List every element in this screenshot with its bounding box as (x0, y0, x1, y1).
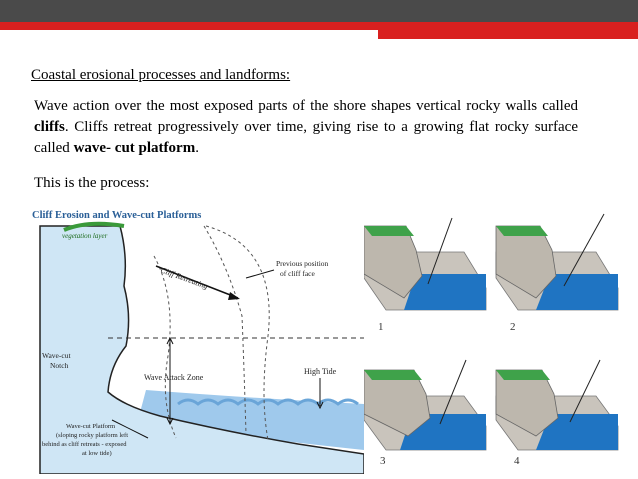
notch-label-2: Notch (50, 361, 69, 370)
stage-2-number: 2 (510, 321, 516, 333)
top-bar (0, 0, 638, 22)
para-text-1: Wave action over the most exposed parts of the shore shapes vertical rocky walls called (34, 98, 578, 114)
attack-zone-label: Wave Attack Zone (144, 373, 204, 382)
stage-1-block (364, 218, 486, 310)
platform-label-4: at low tide) (82, 450, 112, 457)
stage-1-number: 1 (378, 321, 384, 333)
stage-3-grass (364, 370, 422, 380)
diagram-title: Cliff Erosion and Wave-cut Platforms (32, 210, 202, 221)
slide-heading: Coastal erosional processes and landforms: (31, 67, 291, 83)
stage-2-grass (496, 226, 548, 236)
term-wave-cut-platform: wave- cut platform (73, 140, 196, 156)
accent-line (0, 22, 638, 30)
platform-label-3: behind as cliff retreats - exposed (42, 441, 127, 448)
cliff-stages-figure (364, 210, 624, 472)
previous-position-pointer (246, 270, 274, 278)
stage-4-number: 4 (514, 455, 520, 467)
accent-tab (378, 30, 638, 39)
para-text-2: . Cliffs retreat progressively over time, giving rise to a growing flat rocky surface called (34, 119, 578, 156)
stage-3-block (364, 360, 486, 450)
vegetation-label: vegetation layer (62, 232, 108, 240)
platform-label-2: (sloping rocky platform left (56, 432, 129, 439)
process-line: This is the process: (34, 175, 150, 191)
notch-label-1: Wave-cut (42, 351, 71, 360)
stage-4-block (496, 360, 618, 450)
slide-paragraph (34, 96, 578, 159)
previous-position-label-1: Previous position (276, 259, 329, 268)
stage-1-grass (364, 226, 414, 236)
platform-label-1: Wave-cut Platform (66, 423, 116, 430)
term-cliffs: cliffs (34, 119, 65, 135)
previous-position-label-2: of cliff face (280, 269, 315, 278)
stage-2-block (496, 214, 618, 310)
para-text-3: . (195, 140, 199, 156)
stage-3-number: 3 (380, 455, 386, 467)
cliff-retreating-label: Cliff Retreating (159, 265, 210, 291)
retreat-arrowhead (228, 292, 240, 300)
cliff-erosion-diagram (28, 206, 364, 474)
high-tide-label: High Tide (304, 367, 337, 376)
stage-4-grass (496, 370, 550, 380)
